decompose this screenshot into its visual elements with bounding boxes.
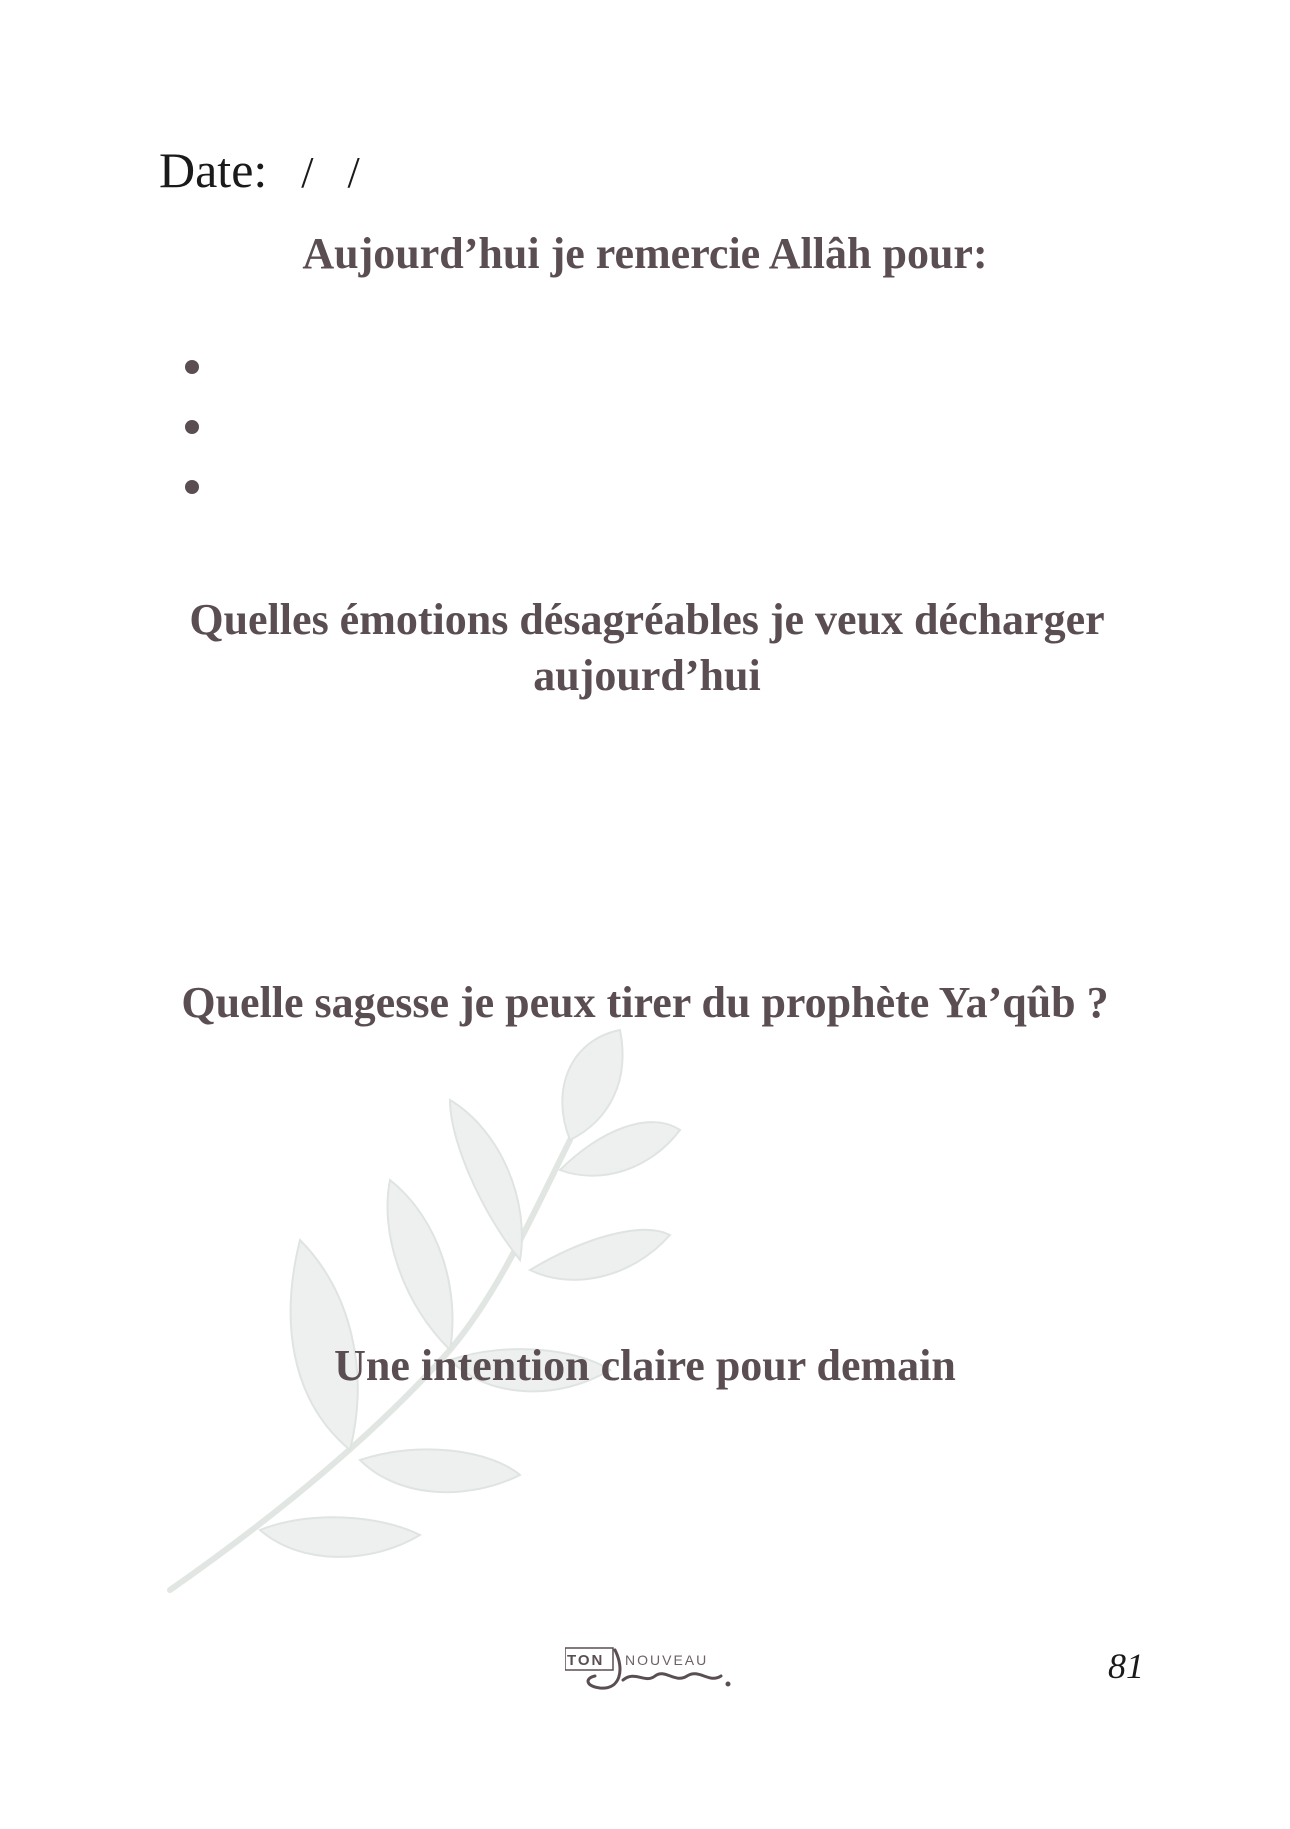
date-line xyxy=(159,140,394,203)
wisdom-heading: Quelle sagesse je peux tirer du prophète Ya’qûb ? xyxy=(181,978,1109,1027)
bullet-dot-icon xyxy=(185,480,199,494)
date-label: Date: xyxy=(159,142,268,198)
logo-ton-text: TON xyxy=(567,1652,605,1669)
bullet-dot-icon xyxy=(185,360,199,374)
bullet-dot-icon xyxy=(185,420,199,434)
date-separator: / xyxy=(347,148,360,197)
logo-swash-icon xyxy=(565,1640,735,1700)
intention-heading: Une intention claire pour demain xyxy=(334,1341,956,1390)
leaf-branch-icon xyxy=(150,1020,710,1610)
logo-nouveau-text: NOUVEAU xyxy=(625,1652,709,1668)
gratitude-list xyxy=(185,360,199,540)
gratitude-heading: Aujourd’hui je remercie Allâh pour: xyxy=(302,229,988,278)
brand-logo xyxy=(565,1640,735,1700)
page-number: 81 xyxy=(1108,1646,1144,1686)
emotions-heading: Quelles émotions désagréables je veux décharger aujourd’hui xyxy=(189,595,1105,700)
date-separator: / xyxy=(301,148,314,197)
